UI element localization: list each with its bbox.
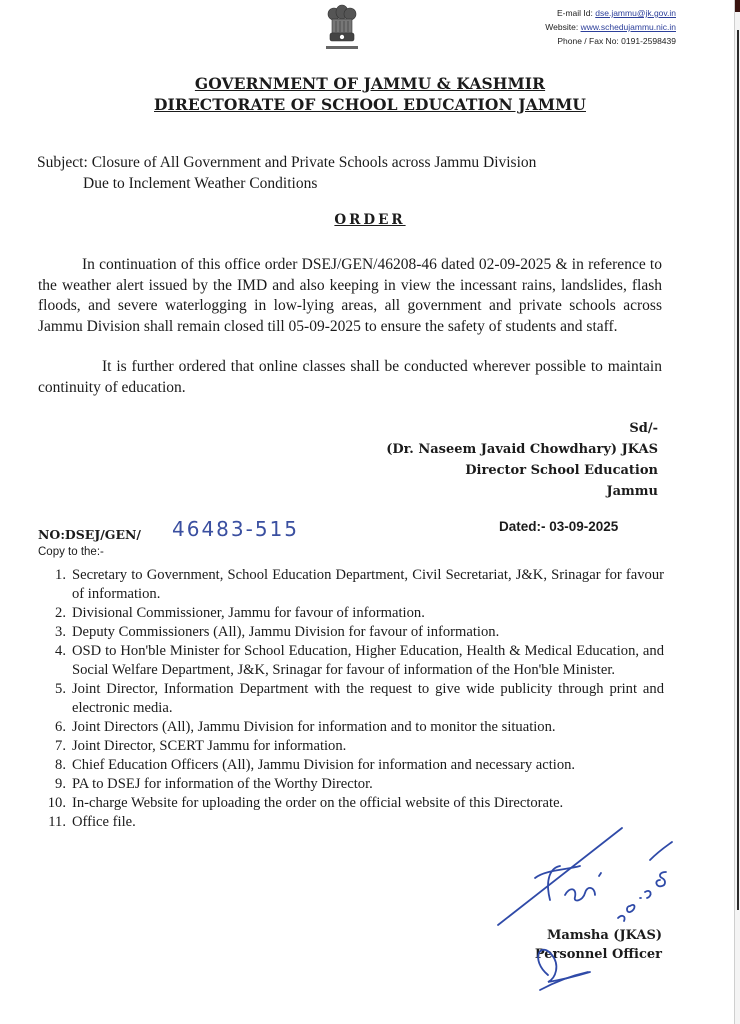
list-item-number: 10.	[47, 795, 66, 811]
page-edge-shadow	[737, 30, 739, 910]
list-item	[38, 604, 664, 623]
page-edge-corner	[735, 0, 740, 12]
list-item-number: 4.	[55, 643, 66, 659]
list-item	[38, 718, 664, 737]
list-item-number: 9.	[55, 776, 66, 792]
website-link[interactable]: www.schedujammu.nic.in	[580, 22, 676, 32]
list-item-text: Joint Director, Information Department with the request to give wide publicity through print and electronic media.	[72, 681, 664, 716]
page-edge	[734, 0, 740, 1024]
list-item-number: 3.	[55, 624, 66, 640]
director-signature-block	[386, 418, 658, 502]
list-item	[38, 756, 664, 775]
email-line	[545, 6, 676, 20]
officer-signature-block	[535, 926, 662, 964]
contact-info	[545, 6, 676, 48]
list-item-text: Divisional Commissioner, Jammu for favour of information.	[72, 605, 425, 621]
list-item	[38, 813, 664, 832]
handwritten-reference-number: 46483-515	[172, 517, 300, 541]
list-item-text: PA to DSEJ for information of the Worthy Director.	[72, 776, 373, 792]
email-label: E-mail Id:	[556, 8, 593, 18]
subject-line-2: Due to Inclement Weather Conditions	[83, 175, 318, 192]
website-label: Website:	[545, 22, 579, 32]
director-name: (Dr. Naseem Javaid Chowdhary) JKAS	[386, 442, 658, 457]
list-item-number: 5.	[55, 681, 66, 697]
subject-label: Subject:	[37, 154, 88, 171]
list-item	[38, 775, 664, 794]
director-designation: Director School Education	[465, 463, 658, 478]
reference-number-label: NO:DSEJ/GEN/	[38, 527, 141, 542]
phone-number: 0191-2598439	[621, 36, 676, 46]
list-item-text: Office file.	[72, 814, 136, 830]
list-item	[38, 566, 664, 604]
list-item	[38, 623, 664, 642]
copy-to-label: Copy to the:-	[38, 546, 104, 558]
list-item	[38, 680, 664, 718]
list-item-number: 11.	[48, 814, 66, 830]
phone-line	[545, 34, 676, 48]
email-link[interactable]: dse.jammu@jk.gov.in	[595, 8, 676, 18]
copy-list	[38, 566, 664, 832]
list-item	[38, 737, 664, 756]
list-item-text: Secretary to Government, School Education Department, Civil Secretariat, J&K, Srinagar for favour of information.	[72, 567, 664, 602]
order-date: Dated:- 03-09-2025	[499, 519, 619, 534]
list-item	[38, 794, 664, 813]
list-item-text: Joint Director, SCERT Jammu for information.	[72, 738, 347, 754]
list-item-number: 2.	[55, 605, 66, 621]
list-item-text: Chief Education Officers (All), Jammu Division for information and necessary action.	[72, 757, 576, 773]
officer-designation: Personnel Officer	[534, 947, 662, 962]
officer-name: Mamsha (JKAS)	[547, 928, 662, 943]
list-item-number: 8.	[55, 757, 66, 773]
order-paragraph-2: It is further ordered that online classes shall be conducted wherever possible to maintain continuity of education.	[38, 358, 662, 396]
order-title: ORDER	[334, 212, 406, 228]
list-item-text: Deputy Commissioners (All), Jammu Division for favour of information.	[72, 624, 500, 640]
phone-label: Phone / Fax No:	[557, 36, 619, 46]
directorate-heading: DIRECTORATE OF SCHOOL EDUCATION JAMMU	[154, 95, 586, 114]
list-item-number: 1.	[55, 567, 66, 583]
list-item-number: 6.	[55, 719, 66, 735]
list-item-text: OSD to Hon'ble Minister for School Education, Higher Education, Health & Medical Education, and Social Welfare Department, J&K, Srinagar for favour of information of the Hon'ble Minister.	[72, 643, 664, 678]
list-item	[38, 642, 664, 680]
sd-mark: Sd/-	[629, 421, 658, 436]
order-paragraph-1: In continuation of this office order DSEJ/GEN/46208-46 dated 02-09-2025 & in reference to the weather alert issued by the IMD and also keeping in view the incessant rains, landslides, flash floods, and severe waterlogging in low-lying areas, all government and private schools across Jammu Division shall remain closed till 05-09-2025 to ensure the safety of students and staff.	[38, 256, 662, 335]
government-heading: GOVERNMENT OF JAMMU & KASHMIR	[194, 74, 546, 93]
list-item-text: In-charge Website for uploading the order on the official website of this Directorate.	[72, 795, 564, 811]
director-location: Jammu	[606, 484, 658, 499]
list-item-number: 7.	[55, 738, 66, 754]
national-emblem-icon	[320, 4, 364, 54]
list-item-text: Joint Directors (All), Jammu Division for information and to monitor the situation.	[72, 719, 556, 735]
subject-line-1: Closure of All Government and Private Schools across Jammu Division	[91, 154, 537, 171]
subject	[37, 152, 536, 194]
website-line	[545, 20, 676, 34]
